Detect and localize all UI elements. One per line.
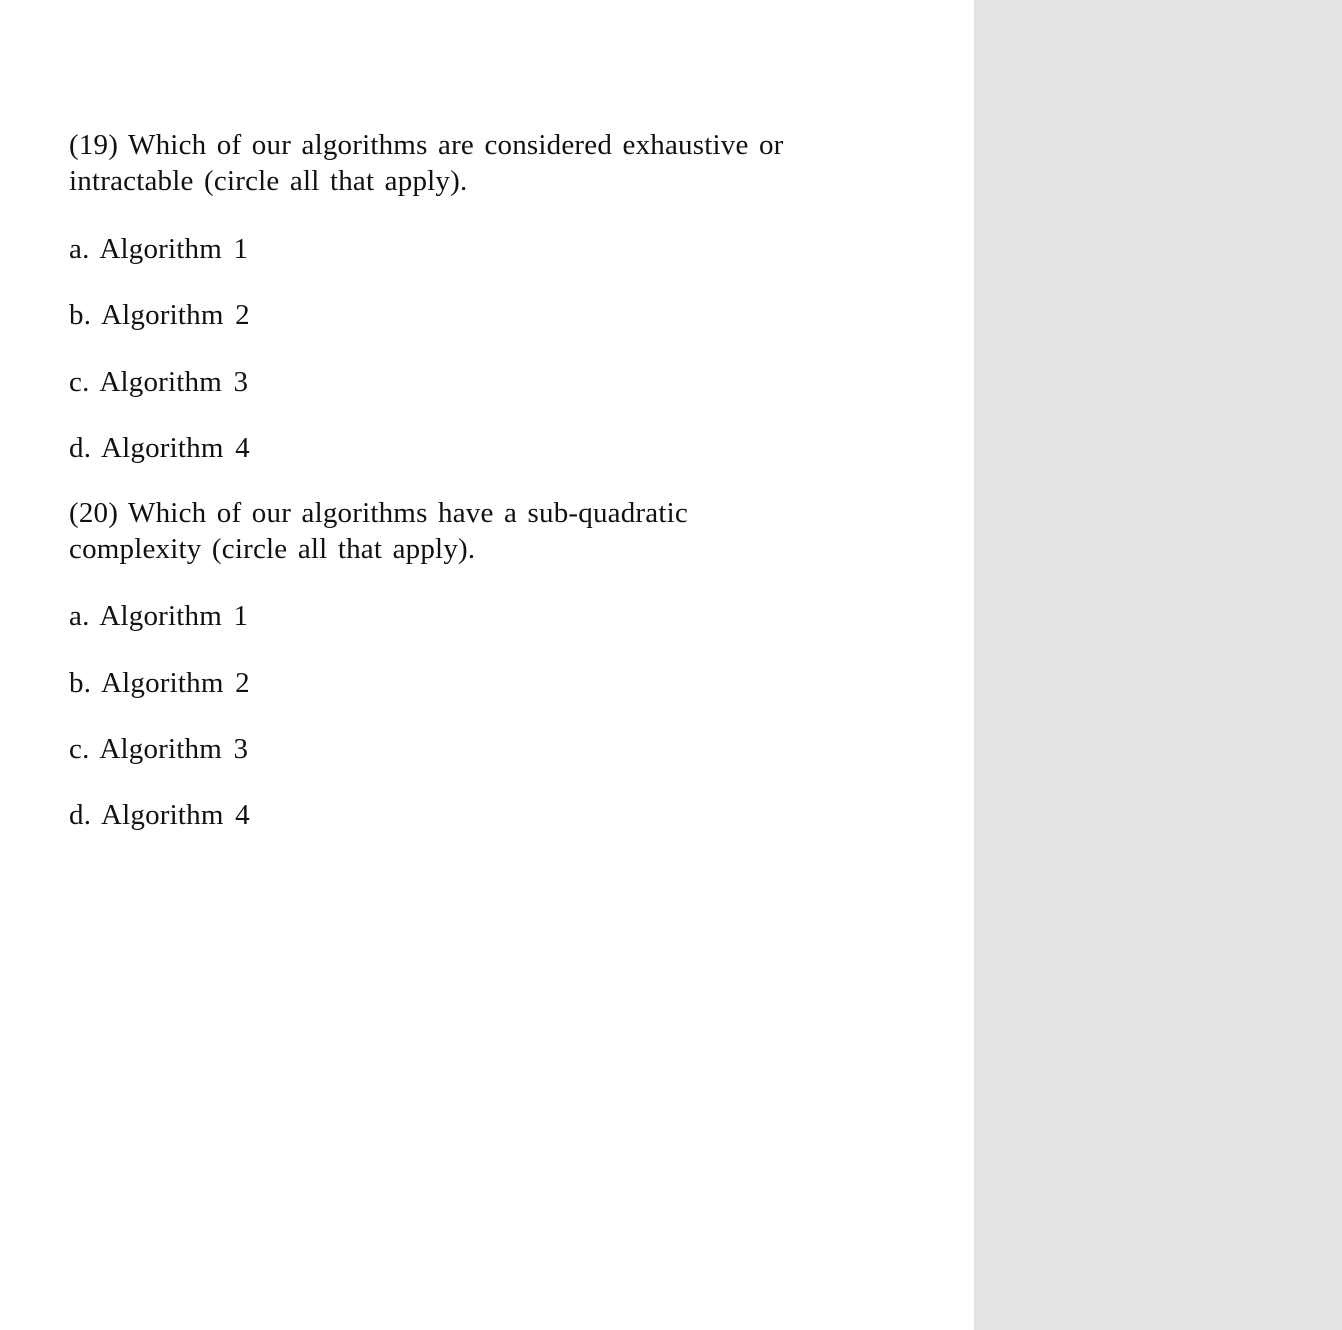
question-19-line-1: (19) Which of our algorithms are considered exhaustive or [69,129,784,161]
question-19-line-2: intractable (circle all that apply). [69,165,468,197]
question-20-option-b: b. Algorithm 2 [69,667,250,699]
question-20-option-a: a. Algorithm 1 [69,600,249,632]
question-19 [69,127,809,199]
question-19-option-c: c. Algorithm 3 [69,366,249,398]
question-19-option-b: b. Algorithm 2 [69,299,250,331]
question-19-option-a: a. Algorithm 1 [69,233,249,265]
question-20 [69,495,809,567]
question-20-line-1: (20) Which of our algorithms have a sub-quadratic [69,497,688,529]
question-20-option-c: c. Algorithm 3 [69,733,249,765]
question-20-line-2: complexity (circle all that apply). [69,533,476,565]
viewer-gutter [974,0,1342,1330]
question-19-option-d: d. Algorithm 4 [69,432,250,464]
question-20-option-d: d. Algorithm 4 [69,799,250,831]
